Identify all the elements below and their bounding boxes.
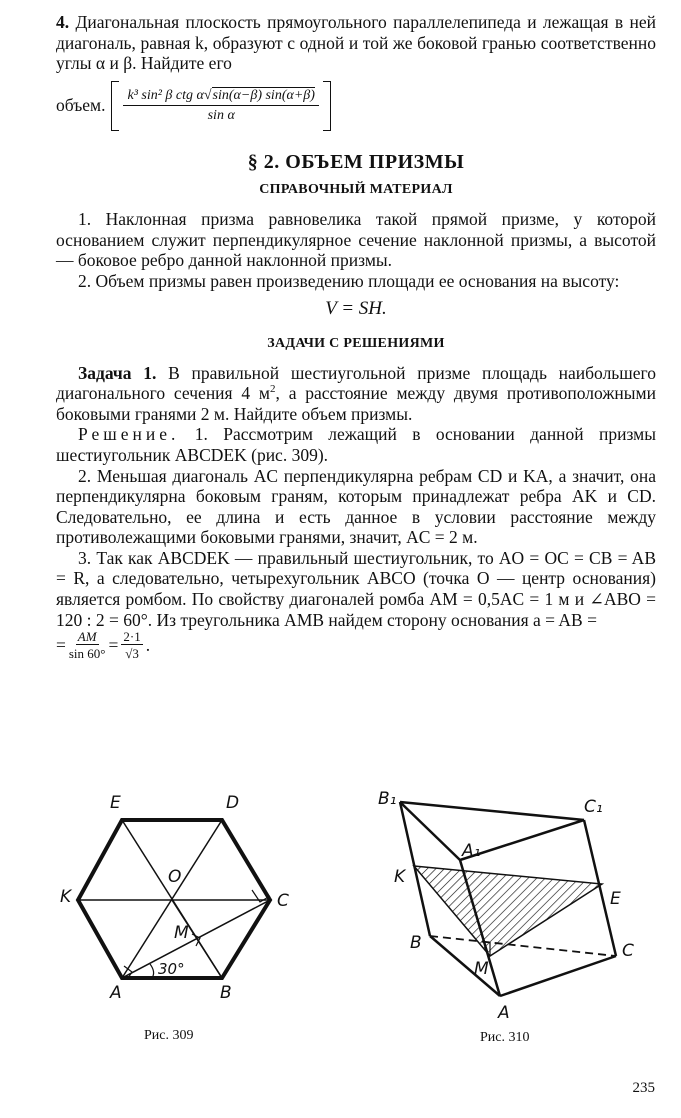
- reference-1: 1. Наклонная призма равновелика такой прямой призме, у которой основанием служит перпендикулярное сечение наклонной призмы, а высотой — боковое ребро данной наклонной призмы.: [56, 208, 656, 271]
- label-a1: A₁: [462, 841, 481, 861]
- task-1-label: Задача 1.: [78, 362, 157, 383]
- fraction-am: [69, 629, 106, 661]
- caption-310: Рис. 310: [480, 1030, 530, 1045]
- solution-step-3: 3. Так как ABCDEK — правильный шестиугольник, то AO = OC = CB = AB = R, а следовательно, четырехугольник ABCO (точка O — центр основания) является ромбом. По свойству диагоналей ромба AM = 0,5AC = 1 м и ∠ABO = 120 : 2 = 60°. Из треугольника AMB найдем сторону основания a = AB =: [56, 547, 656, 630]
- left-bracket: [111, 81, 119, 131]
- edge-b1-a1: [400, 802, 460, 860]
- label-o: O: [168, 867, 182, 887]
- section-title: § 2. ОБЪЕМ ПРИЗМЫ: [247, 150, 465, 173]
- label-e2: E: [610, 889, 621, 909]
- fraction-root-den: √3: [125, 646, 139, 662]
- problem-4: [56, 12, 656, 74]
- solution-step-1: [56, 424, 656, 465]
- label-b: B: [220, 983, 232, 1003]
- sqrt-icon: √: [203, 88, 212, 104]
- edge-a-c: [500, 956, 616, 996]
- answer-num-root: sin(α−β) sin(α+β): [212, 88, 315, 104]
- figures: [0, 778, 681, 1068]
- label-b1: B₁: [378, 789, 397, 809]
- page-number: 235: [632, 1080, 655, 1096]
- label-m2: M: [474, 959, 489, 979]
- figure-310: [400, 802, 616, 996]
- fraction-root-num: 2·1: [123, 629, 141, 645]
- task-1-text-b: , а расстояние между двумя противоположными боковыми гранями 2 м. Найдите объем призмы.: [56, 383, 656, 424]
- fraction-am-den: sin 60°: [68, 646, 106, 662]
- answer-numerator: [123, 87, 318, 106]
- tasks-heading: ЗАДАЧИ С РЕШЕНИЯМИ: [267, 335, 445, 351]
- fraction-root: [121, 629, 142, 661]
- edge-b-c-hidden: [430, 936, 616, 956]
- problem-4-number: 4.: [56, 12, 70, 32]
- problem-4-text: Диагональная плоскость прямоугольного параллелепипеда и лежащая в ней диагональ, равная k, образуют с одной и той же боковой гранью соответственно углы α и β. Найдите его: [56, 12, 656, 74]
- caption-309: Рис. 309: [144, 1028, 194, 1043]
- figures-svg: [0, 778, 681, 1068]
- solution-step-1-text: 1. Рассмотрим лежащий в основании данной призмы шестиугольник ABCDEK (рис. 309).: [56, 424, 656, 465]
- label-e: E: [110, 793, 121, 813]
- answer-label: объем.: [56, 95, 106, 116]
- label-k: K: [60, 887, 72, 907]
- task-1-text-a: В правильной шестиугольной призме площадь наибольшего диагонального сечения 4 м: [56, 362, 657, 404]
- side-formula: [56, 630, 656, 660]
- label-k2: K: [394, 867, 406, 887]
- label-angle: 30°: [158, 960, 185, 978]
- label-c: C: [277, 891, 289, 911]
- answer-denominator: sin α: [207, 108, 235, 124]
- period: .: [145, 634, 151, 655]
- solution-label: Решение.: [78, 424, 180, 445]
- fraction-am-num: AM: [77, 629, 97, 645]
- hexagon: [78, 820, 270, 978]
- perpendicular-section: [414, 866, 602, 956]
- eq-sign-2: =: [108, 634, 119, 655]
- eq-sign-1: =: [56, 634, 66, 655]
- label-c2: C: [622, 941, 634, 961]
- label-c1: C₁: [584, 797, 603, 817]
- reference-2: 2. Объем призмы равен произведению площади ее основания на высоту:: [78, 270, 620, 291]
- edge-b1-c1: [400, 802, 584, 820]
- answer-num-part: k³ sin² β ctg α: [127, 88, 204, 104]
- figure-309: [78, 820, 270, 978]
- label-a2: A: [498, 1003, 510, 1023]
- answer-bracket: [111, 80, 330, 132]
- label-m: M: [174, 923, 189, 943]
- answer-fraction: [123, 87, 318, 124]
- figure-309-labels: [60, 793, 289, 1003]
- volume-formula: V = SH.: [325, 298, 387, 320]
- task-1-sup: 2: [270, 383, 276, 396]
- angle-arc: [150, 964, 154, 978]
- task-1-statement: [56, 363, 656, 425]
- right-bracket: [323, 81, 331, 131]
- problem-4-answer: [56, 78, 656, 134]
- label-a: A: [110, 983, 122, 1003]
- label-b2: B: [410, 933, 422, 953]
- page-content: [56, 12, 656, 660]
- solution-step-2: 2. Меньшая диагональ AC перпендикулярна ребрам CD и KA, а значит, она перпендикулярна боковым граням, которым принадлежат ребра AK и CD. Следовательно, ее длина и есть данное в условии расстояние между противолежащими боковыми гранями, значит, AC = 2 м.: [56, 465, 656, 548]
- label-d: D: [226, 793, 240, 813]
- reference-heading: СПРАВОЧНЫЙ МАТЕРИАЛ: [259, 182, 453, 198]
